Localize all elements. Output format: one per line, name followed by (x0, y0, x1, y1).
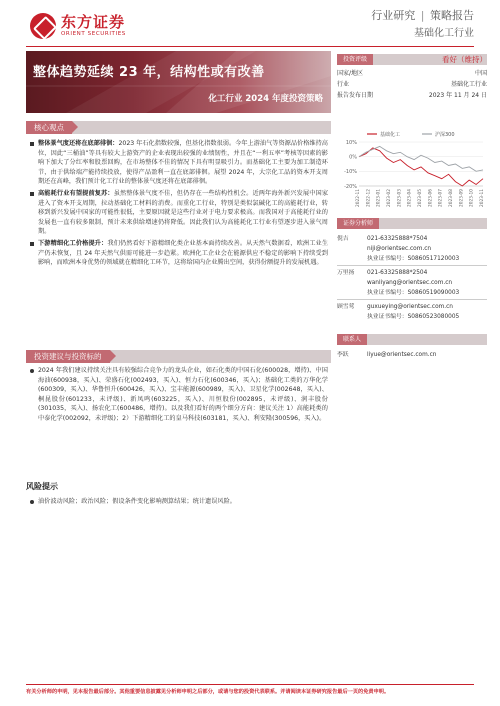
bullet-lead: 高能耗行业有望提前复苏： (38, 189, 114, 197)
x-tick-label: 2023-04 (407, 189, 413, 207)
analyst-entry (337, 302, 487, 322)
analyst-list (337, 268, 487, 298)
contact-entry (337, 350, 487, 360)
x-tick-label: 2023-11 (480, 189, 485, 207)
analyst-email[interactable]: wanliyang@orientsec.com.cn (367, 280, 453, 286)
rating-row (337, 90, 487, 101)
footer-divider (26, 684, 474, 685)
analyst-email[interactable]: guxueying@orientsec.com.cn (367, 304, 453, 310)
brand-logo (30, 13, 126, 39)
x-tick-label: 2023-10 (469, 189, 475, 207)
analyst-license: 执业证书编号：S0860523080005 (367, 314, 460, 320)
analyst-name: 顾雪莺 (337, 304, 355, 310)
rating-row-key: 报告发布日期 (337, 92, 374, 99)
series-line (359, 148, 483, 186)
x-tick-label: 2023-05 (418, 189, 423, 207)
category-industry-research: 行业研究 (371, 9, 416, 22)
x-tick-label: 2022-12 (366, 189, 372, 207)
analyst-list (337, 234, 487, 264)
risk-bullet: 油价波动风险；政治风险；假设条件变化影响测算结果；统计遗误风险。 (28, 497, 328, 507)
title-banner (26, 51, 331, 113)
contact-tab: 联系人 (337, 334, 367, 345)
invest-section-header (26, 350, 331, 363)
performance-chart (337, 128, 487, 208)
analyst-license: 执业证书编号：S0860517120003 (367, 256, 460, 262)
core-bullet (28, 189, 328, 237)
x-tick-label: 2023-07 (438, 189, 444, 207)
invest-section-title: 投资建议与投资标的 (26, 350, 110, 363)
risk-section-title: 风险提示 (26, 482, 58, 491)
analyst-divider (337, 299, 487, 300)
analyst-entry (337, 268, 487, 298)
bullet-text: 2023 年石化指数较强，但基化指数很弱。今年上游油气等资源品价格维持高位，因此“三桶油”等具有较大上游资产的企业表现出较强的业绩韧性，并且在“一利五率”考核等因素的影响下加大了分红率和股票回购，在市场整体不佳的情况下具有明显吸引力。而基础化工主要为加工制造环节，由于供给端产能持续投放，使得产品盈利一直在底部徘徊。展望 2024 年，大宗化工品的资本开支周期还在高峰，我们预计化工行业的整体景气度还将在底部徘徊。 (38, 140, 328, 186)
core-section-header (26, 121, 331, 134)
contact-header (337, 334, 487, 345)
invest-bullet: 2024 年我们建议持续关注具有较强综合竞争力的龙头企业，如石化类的中国石化(600028，增持)、中国海油(600938，买入)、荣盛石化(002493，买入)、恒力石化(600346，买入)；基础化工类的万华化学(600309，买入)、华鲁恒升(600426，买入)、宝丰能源(600989，买入)、卫星化学(002648，买入)、桐昆股份(601233，未评级)、新凤鸣(603225，买入)、川恒股份(002895，未评级)、润丰股份(301035，买入)、扬农化工(600486，增持)。以及我们看好的两个细分方向：建议关注 1）高能耗类的中泰化学(002092，未评级)；2）下游精细化工的皇马科技(603181，买入)、利安隆(300596，买入)。 (28, 366, 328, 424)
report-category (371, 8, 474, 42)
analyst-header (337, 218, 487, 229)
legend-label: 沪深300 (435, 132, 455, 138)
analyst-email[interactable]: niji@orientsec.com.cn (367, 246, 432, 252)
rating-row-key: 行业 (337, 81, 350, 88)
x-tick-label: 2023-03 (397, 189, 403, 207)
rating-tab: 投资评级 (337, 54, 373, 65)
rating-row-key: 国家/地区 (337, 70, 364, 77)
analyst-list (337, 302, 487, 322)
risk-bullets (28, 497, 328, 509)
invest-bullets (28, 366, 328, 426)
x-tick-label: 2023-09 (459, 189, 465, 207)
x-tick-label: 2023-02 (387, 189, 392, 207)
analyst-entry (337, 234, 487, 264)
analyst-tab: 证券分析师 (337, 218, 379, 229)
analyst-phone: 021-63325888*2504 (367, 270, 428, 276)
x-tick-label: 2023-06 (428, 189, 434, 207)
analyst-name: 万里扬 (337, 270, 355, 276)
rating-value: 看好（维持） (442, 55, 487, 64)
category-strategy-report: 策略报告 (430, 9, 474, 22)
core-bullet (28, 239, 328, 268)
bullet-lead: 下游精细化工价格提升： (38, 239, 108, 247)
header-divider (26, 46, 474, 47)
contact-name: 李跃 (337, 352, 349, 358)
x-tick-label: 2022-11 (356, 189, 361, 207)
report-title: 整体趋势延续 23 年，结构性或有改善 (33, 65, 265, 80)
x-tick-label: 2023-01 (376, 189, 382, 207)
y-tick-label: -20% (344, 183, 357, 190)
report-subtitle: 化工行业 2024 年度投资策略 (208, 94, 323, 104)
core-bullets (28, 139, 328, 270)
brand-name-cn: 东方证券 (61, 13, 126, 31)
brand-logo-icon (30, 13, 56, 39)
industry-name: 基础化工行业 (414, 28, 474, 39)
rating-row-value: 2023 年 11 月 24 日 (428, 92, 487, 99)
category-separator: | (420, 9, 425, 22)
core-bullet (28, 139, 328, 187)
analyst-divider (337, 265, 487, 266)
analyst-name: 倪吉 (337, 236, 349, 242)
core-section-title: 核心观点 (26, 121, 72, 134)
analyst-license: 执业证书编号：S0860519090003 (367, 290, 460, 296)
x-tick-label: 2023-08 (449, 189, 454, 207)
bullet-lead: 整体景气度还将在底部徘徊： (38, 140, 119, 147)
analyst-phone: 021-63325888*7504 (367, 236, 428, 242)
legend-label: 基础化工 (380, 132, 401, 138)
y-tick-label: -10% (344, 169, 357, 176)
rating-row-value: 中国 (474, 70, 487, 77)
y-tick-label: 0% (349, 154, 357, 161)
bullet-text: 虽然整体景气度不佳，但仍存在一些结构性机会。近两年海外新兴发展中国家进入了资本开支周期，拉动基础化工材料的消费。而重化工行业，特别是类似氯碱化工的高能耗行业，转移到新兴发展中国家的可能性很低，主要原因就是这些行业对于电力要求极高。而我国对于高能耗行业的发展也一直有较多限制，预计未来供给增速仍将降低。因此我们认为高能耗化工行业有望逐步进入景气周期。 (38, 189, 329, 236)
rating-row (337, 79, 487, 90)
rating-row-value: 基础化工行业 (450, 81, 487, 88)
contact-email[interactable]: liyue@orientsec.com.cn (367, 352, 437, 358)
bullet-text: 我们仍然看好下游精细化类企业基本面持续改善。从天然气数据看，欧洲工业生产仍未恢复，且 24 年天然气供需可能进一步趋紧。欧洲化工企业会在能源供应不稳定的影响下持续受到影响，而欧洲本身优势的领域就在精细化工环节，这将给国内企业腾出空间，获得份额提升的发展机遇。 (38, 239, 329, 267)
rating-row (337, 68, 487, 79)
y-tick-label: 10% (345, 139, 357, 146)
brand-name-en: ORIENT SECURITIES (61, 31, 126, 37)
footer-disclaimer: 有关分析师的申明，见本报告最后部分。其他重要信息披露见分析师申明之后部分，或请与您的投资代表联系。并请阅读本证券研究报告最后一页的免责申明。 (26, 689, 390, 695)
rating-box (337, 54, 487, 101)
